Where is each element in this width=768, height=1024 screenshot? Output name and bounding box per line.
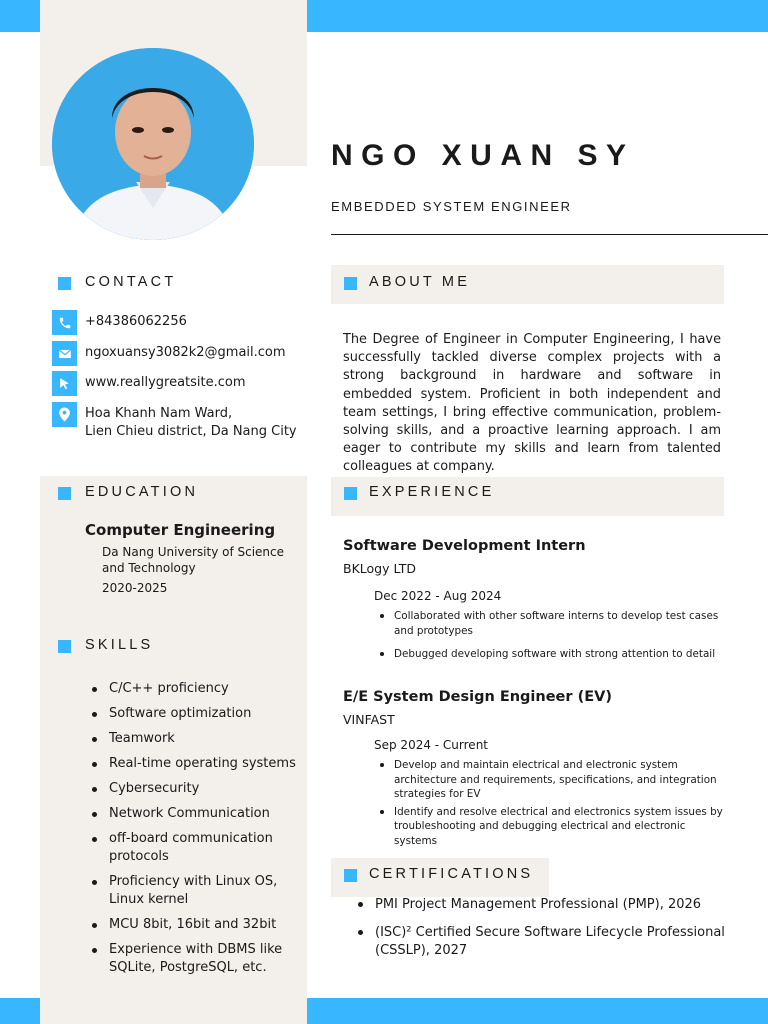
skills-heading-square [58,640,71,653]
contact-heading-square [58,277,71,290]
job-dates: Dec 2022 - Aug 2024 [374,589,502,603]
cursor-icon [52,371,77,396]
contact-heading: CONTACT [85,274,177,290]
contact-address-line2: Lien Chieu district, Da Nang City [85,424,297,439]
bottom-accent-bar-right [307,998,768,1024]
top-accent-bar-left [0,0,40,32]
skill-item: MCU 8bit, 16bit and 32bit [92,916,302,934]
certification-item: (ISC)² Certified Secure Software Lifecycle Professional (CSSLP), 2027 [358,924,728,960]
job-dates: Sep 2024 - Current [374,738,488,752]
location-pin-icon [52,402,77,427]
skill-item: Network Communication [92,805,302,823]
top-accent-bar-right [307,0,768,32]
job-bullets [380,609,725,662]
job-title: Software Development Intern [343,538,586,554]
candidate-name: NGO XUAN SY [331,139,635,172]
contact-email: ngoxuansy3082k2@gmail.com [85,345,286,360]
job-bullets [380,758,725,848]
certifications-heading: CERTIFICATIONS [369,866,534,882]
experience-heading: EXPERIENCE [369,484,495,500]
skill-item: C/C++ proficiency [92,680,302,698]
skill-item: Software optimization [92,705,302,723]
skills-heading: SKILLS [85,637,154,653]
education-degree: Computer Engineering [85,521,276,539]
certifications-list [358,896,728,970]
contact-website: www.reallygreatsite.com [85,375,246,390]
portrait-illustration [52,48,254,240]
job-bullet: Develop and maintain electrical and electronic system architecture and requirements, specifications, and integration strategies for EV [380,758,725,802]
contact-address-line1: Hoa Khanh Nam Ward, [85,406,233,421]
education-heading-square [58,487,71,500]
profile-photo [52,48,254,240]
bottom-accent-bar-left [0,998,40,1024]
job-company: VINFAST [343,712,395,727]
skill-item: Proficiency with Linux OS, Linux kernel [92,873,302,909]
skill-item: Teamwork [92,730,302,748]
skills-list [92,680,302,984]
contact-phone: +84386062256 [85,314,187,329]
skill-item: Real-time operating systems [92,755,302,773]
education-school: Da Nang University of Science and Technology [102,545,285,575]
certifications-heading-square [344,869,357,882]
education-years: 2020-2025 [102,581,168,595]
about-heading-square [344,277,357,290]
job-company: BKLogy LTD [343,561,416,576]
title-divider [331,234,768,235]
candidate-title: EMBEDDED SYSTEM ENGINEER [331,199,572,214]
about-text: The Degree of Engineer in Computer Engineering, I have successfully tackled diverse complex projects with a strong background in hardware and software in embedded system. Proficient in both independent and team settings, I bring effective communication, problem-solving skills, and a proactive learning approach. I am eager to contribute my skills and learn from talented colleagues at company. [343,332,721,475]
education-heading: EDUCATION [85,484,199,500]
phone-icon [52,310,77,335]
skill-item: Cybersecurity [92,780,302,798]
photo-ring-decoration [240,60,280,180]
skill-item: Experience with DBMS like SQLite, PostgreSQL, etc. [92,941,302,977]
skill-item: off-board communication protocols [92,830,302,866]
email-icon [52,341,77,366]
job-bullet: Collaborated with other software interns to develop test cases and prototypes [380,609,725,638]
job-bullet: Identify and resolve electrical and electronics system issues by troubleshooting and debugging electrical and electronic systems [380,805,725,849]
experience-heading-square [344,487,357,500]
about-heading: ABOUT ME [369,274,471,290]
job-bullet: Debugged developing software with strong attention to detail [380,647,725,662]
job-title: E/E System Design Engineer (EV) [343,689,612,705]
certification-item: PMI Project Management Professional (PMP), 2026 [358,896,728,914]
